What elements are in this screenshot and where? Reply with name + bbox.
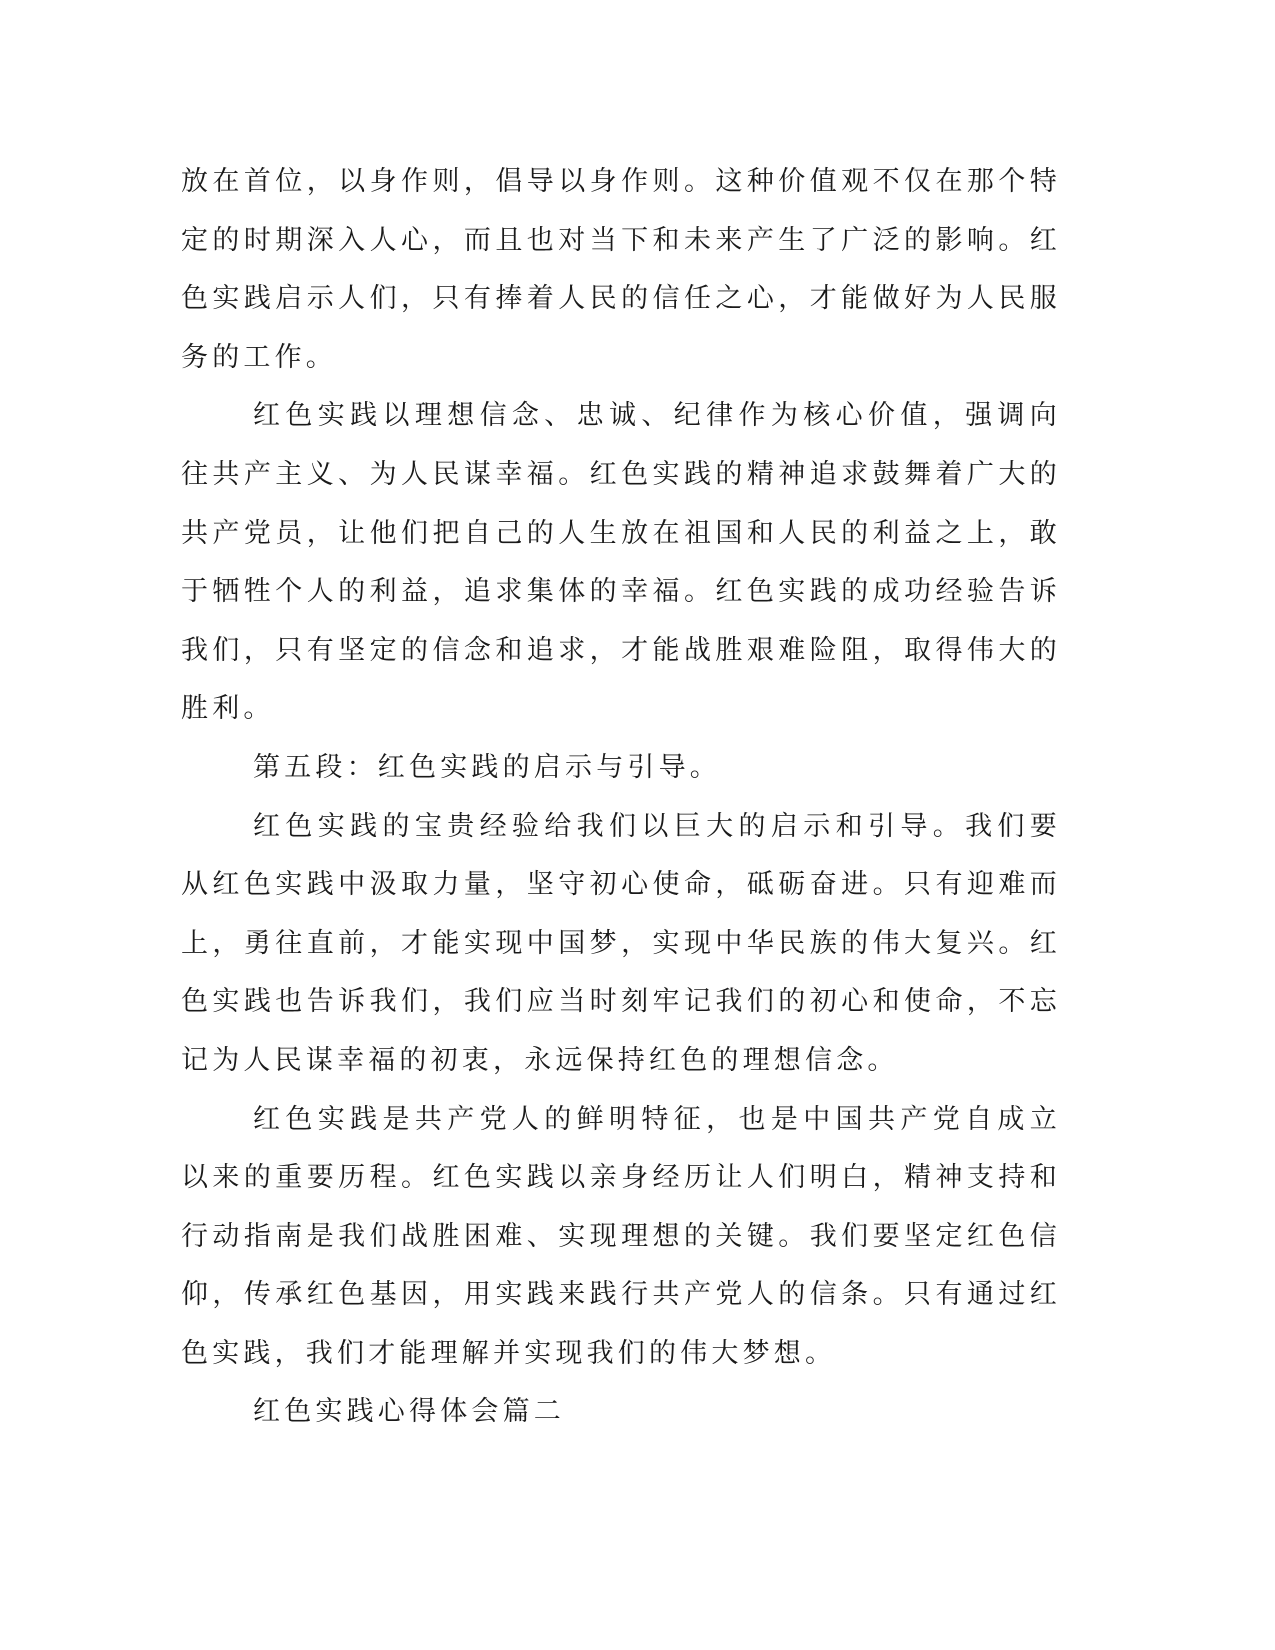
document-body — [181, 153, 1061, 1442]
paragraph-3: 红色实践的宝贵经验给我们以巨大的启示和引导。我们要从红色实践中汲取力量，坚守初心使命，砥砺奋进。只有迎难而上，勇往直前，才能实现中国梦，实现中华民族的伟大复兴。红色实践也告诉我们，我们应当时刻牢记我们的初心和使命，不忘记为人民谋幸福的初衷，永远保持红色的理想信念。 — [181, 810, 1061, 1076]
article-title-part-two: 红色实践心得体会篇二 — [253, 1396, 565, 1428]
paragraph-4: 红色实践是共产党人的鲜明特征，也是中国共产党自成立以来的重要历程。红色实践以亲身经历让人们明白，精神支持和行动指南是我们战胜困难、实现理想的关键。我们要坚定红色信仰，传承红色基因，用实践来践行共产党人的信条。只有通过红色实践，我们才能理解并实现我们的伟大梦想。 — [181, 1103, 1061, 1369]
paragraph-1: 放在首位，以身作则，倡导以身作则。这种价值观不仅在那个特定的时期深入人心，而且也对当下和未来产生了广泛的影响。红色实践启示人们，只有捧着人民的信任之心，才能做好为人民服务的工作。 — [181, 166, 1061, 373]
section-heading: 第五段：红色实践的启示与引导。 — [253, 751, 721, 783]
paragraph-2: 红色实践以理想信念、忠诚、纪律作为核心价值，强调向往共产主义、为人民谋幸福。红色实践的精神追求鼓舞着广大的共产党员，让他们把自己的人生放在祖国和人民的利益之上，敢于牺牲个人的利益，追求集体的幸福。红色实践的成功经验告诉我们，只有坚定的信念和追求，才能战胜艰难险阻，取得伟大的胜利。 — [181, 400, 1061, 725]
